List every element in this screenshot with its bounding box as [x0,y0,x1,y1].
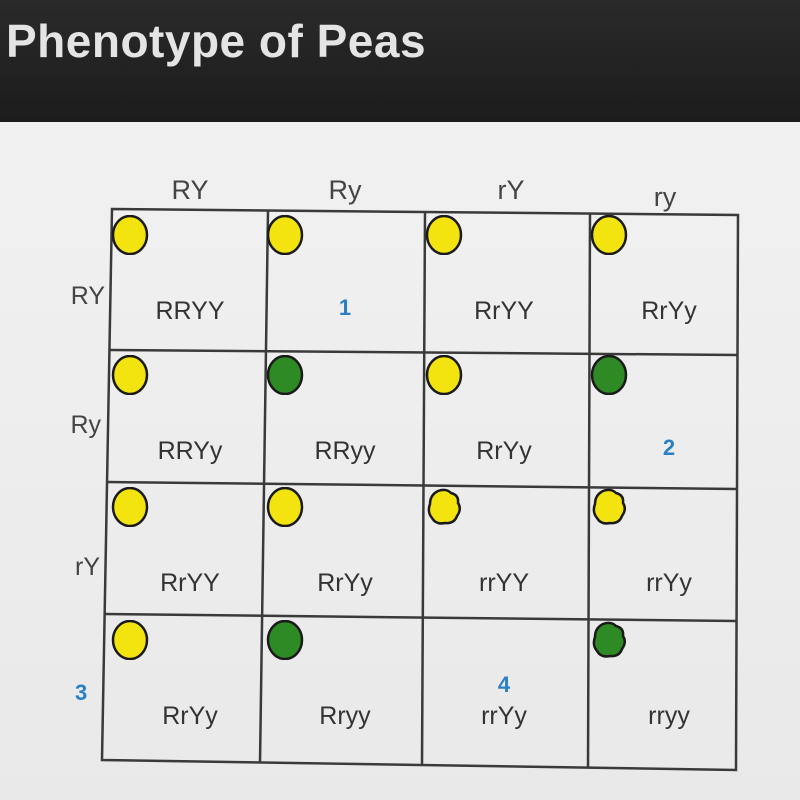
genotype-label: RRYY [155,297,225,325]
yellow-round-pea-icon [110,620,150,660]
genotype-label: RRyy [314,437,376,465]
genotype-label: RrYy [476,437,532,465]
yellow-round-pea-icon [110,487,150,527]
punnett-cell [265,215,425,349]
col-header-1: RY [171,175,209,205]
green-round-pea-icon [265,620,305,660]
punnett-cell [424,487,584,621]
title-bar [0,0,800,122]
punnett-cell [424,620,584,754]
green-wrinkled-pea-icon [589,620,629,660]
row-header-2: Ry [70,411,101,439]
yellow-round-pea-icon [424,215,464,255]
blank-number-label: 2 [662,435,676,460]
punnett-cell [265,487,425,621]
punnett-cell [424,355,584,489]
genotype-label: rryy [648,702,690,730]
punnett-cell [265,620,425,754]
punnett-cell [110,487,270,621]
punnett-cell [589,355,749,489]
punnett-cell [265,355,425,489]
blank-number-label: 4 [497,672,511,697]
punnett-square [100,207,740,772]
genotype-label: RrYy [641,297,697,325]
genotype-label: rrYy [646,569,692,597]
page-title: Phenotype of Peas [6,15,427,67]
genotype-label: RrYy [162,702,218,730]
yellow-wrinkled-pea-icon [424,487,464,527]
yellow-round-pea-icon [424,355,464,395]
punnett-cell [110,355,270,489]
green-round-pea-icon [589,355,629,395]
col-header-2: Ry [328,175,362,205]
col-header-3: rY [497,175,525,205]
genotype-label: Rryy [319,702,371,730]
yellow-round-pea-icon [110,215,150,255]
yellow-wrinkled-pea-icon [589,487,629,527]
punnett-cell [110,215,270,349]
col-header-4: ry [653,182,677,212]
genotype-label: RrYY [474,297,534,325]
green-round-pea-icon [265,355,305,395]
punnett-cell [589,487,749,621]
yellow-round-pea-icon [265,215,305,255]
punnett-cell [110,620,270,754]
blank-number-label: 1 [338,295,352,320]
genotype-label: RRYy [157,437,223,465]
row-header-1: RY [70,282,105,310]
punnett-cell [589,620,749,754]
yellow-round-pea-icon [265,487,305,527]
row-number-3: 3 [75,680,88,705]
yellow-round-pea-icon [110,355,150,395]
genotype-label: RrYY [160,569,220,597]
genotype-label: rrYY [479,569,529,597]
punnett-cell [424,215,584,349]
row-header-3: rY [75,553,100,581]
genotype-label: RrYy [317,569,373,597]
punnett-cell [589,215,749,349]
genotype-label: rrYy [481,702,527,730]
yellow-round-pea-icon [589,215,629,255]
